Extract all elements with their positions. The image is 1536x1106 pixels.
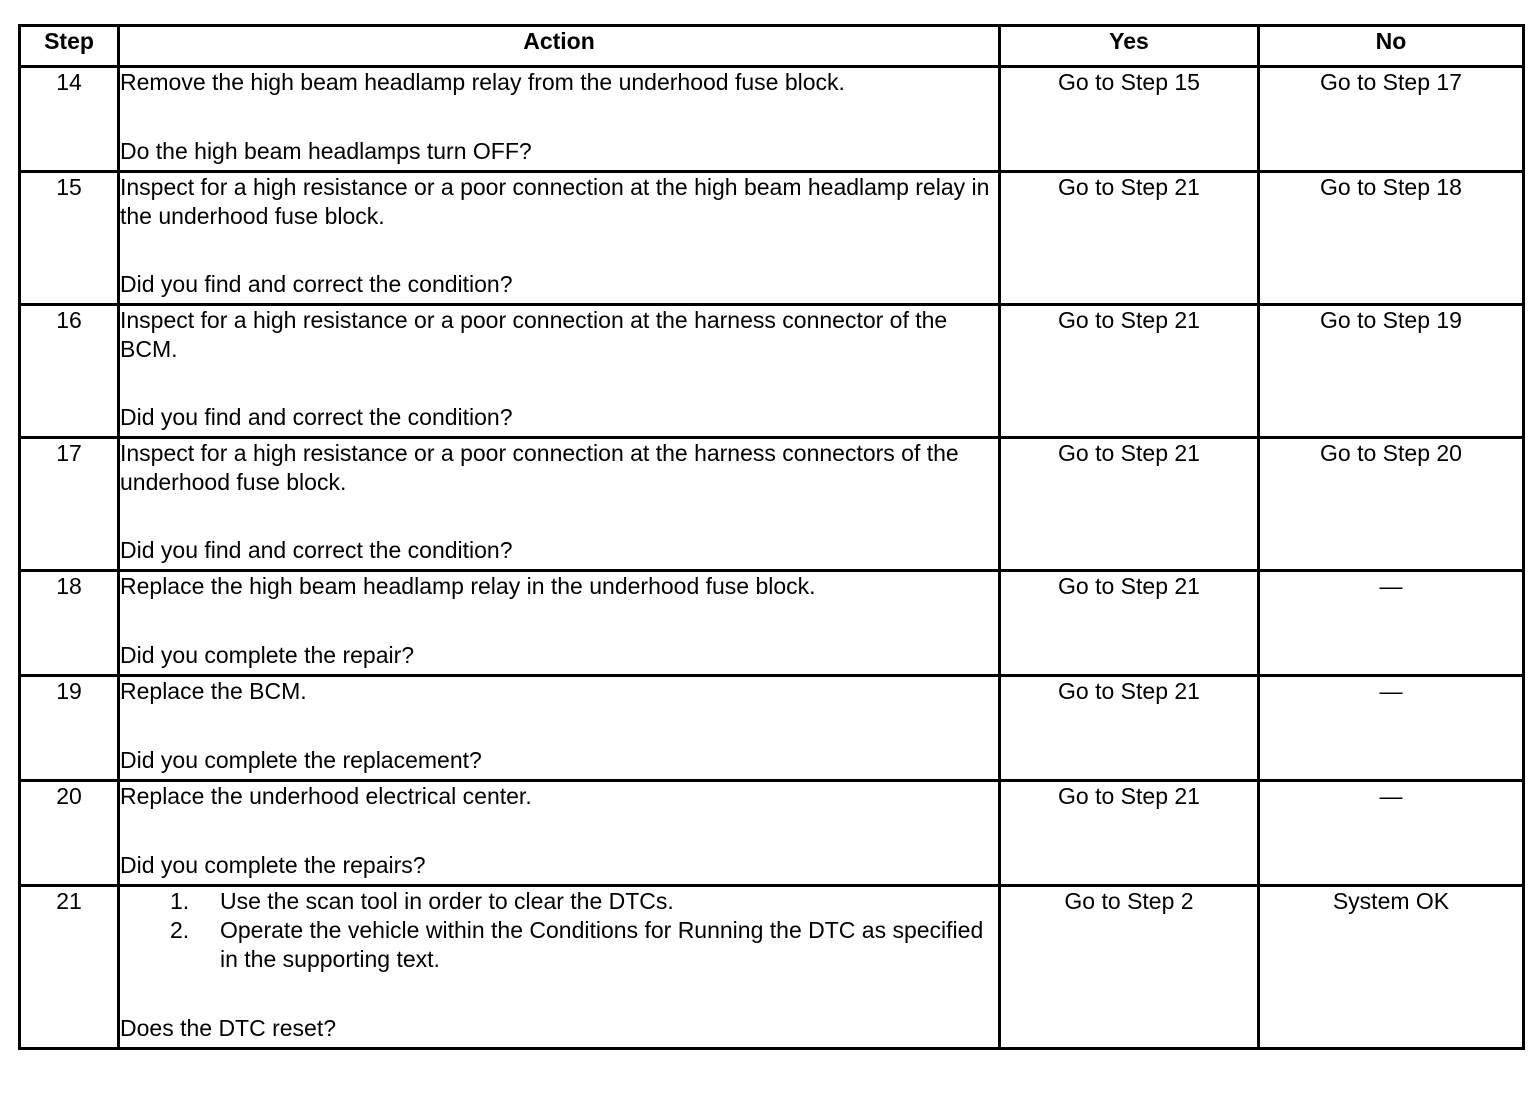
yes-result: Go to Step 21 xyxy=(1000,781,1259,886)
action-instruction: Inspect for a high resistance or a poor connection at the harness connector of the BCM. xyxy=(120,307,948,362)
table-row xyxy=(20,67,1524,172)
no-result: Go to Step 20 xyxy=(1259,438,1524,571)
action-instruction: Remove the high beam headlamp relay from the underhood fuse block. xyxy=(120,69,845,95)
action-cell xyxy=(119,571,1000,676)
yes-result: Go to Step 21 xyxy=(1000,305,1259,438)
table-row xyxy=(20,305,1524,438)
diagnostic-table xyxy=(18,24,1525,1050)
table-row xyxy=(20,781,1524,886)
header-step: Step xyxy=(20,26,119,67)
yes-result: Go to Step 15 xyxy=(1000,67,1259,172)
step-number: 14 xyxy=(20,67,119,172)
list-item-number: 1. xyxy=(170,888,190,914)
numbered-list xyxy=(120,887,998,974)
action-instruction: Replace the high beam headlamp relay in the underhood fuse block. xyxy=(120,573,816,599)
action-cell xyxy=(119,172,1000,305)
step-number: 16 xyxy=(20,305,119,438)
action-instruction: Replace the underhood electrical center. xyxy=(120,783,532,809)
action-cell xyxy=(119,676,1000,781)
no-result: System OK xyxy=(1259,886,1524,1049)
list-item-number: 2. xyxy=(170,917,190,943)
list-item-text: Use the scan tool in order to clear the DTCs. xyxy=(220,888,674,914)
yes-result: Go to Step 2 xyxy=(1000,886,1259,1049)
action-question: Did you find and correct the condition? xyxy=(120,537,513,563)
header-action: Action xyxy=(119,26,1000,67)
step-number: 21 xyxy=(20,886,119,1049)
action-question: Does the DTC reset? xyxy=(120,1015,337,1041)
step-number: 18 xyxy=(20,571,119,676)
no-result: — xyxy=(1259,676,1524,781)
step-number: 20 xyxy=(20,781,119,886)
action-question: Did you complete the repairs? xyxy=(120,852,426,878)
action-question: Did you complete the replacement? xyxy=(120,747,482,773)
action-question: Did you find and correct the condition? xyxy=(120,271,513,297)
header-yes: Yes xyxy=(1000,26,1259,67)
table-row xyxy=(20,172,1524,305)
step-number: 19 xyxy=(20,676,119,781)
no-result: Go to Step 19 xyxy=(1259,305,1524,438)
step-number: 17 xyxy=(20,438,119,571)
table-row xyxy=(20,438,1524,571)
no-result: Go to Step 18 xyxy=(1259,172,1524,305)
action-cell xyxy=(119,886,1000,1049)
action-cell xyxy=(119,67,1000,172)
header-no: No xyxy=(1259,26,1524,67)
table-row xyxy=(20,676,1524,781)
action-cell xyxy=(119,305,1000,438)
yes-result: Go to Step 21 xyxy=(1000,438,1259,571)
yes-result: Go to Step 21 xyxy=(1000,571,1259,676)
list-item xyxy=(170,887,998,916)
action-cell xyxy=(119,438,1000,571)
list-item xyxy=(170,916,998,974)
action-cell xyxy=(119,781,1000,886)
header-row xyxy=(20,26,1524,67)
table-row xyxy=(20,571,1524,676)
no-result: Go to Step 17 xyxy=(1259,67,1524,172)
yes-result: Go to Step 21 xyxy=(1000,676,1259,781)
action-question: Did you find and correct the condition? xyxy=(120,404,513,430)
step-number: 15 xyxy=(20,172,119,305)
action-instruction: Inspect for a high resistance or a poor connection at the harness connectors of the underhood fuse block. xyxy=(120,440,959,495)
no-result: — xyxy=(1259,781,1524,886)
list-item-text: Operate the vehicle within the Conditions for Running the DTC as specified in the supporting text. xyxy=(220,917,984,972)
yes-result: Go to Step 21 xyxy=(1000,172,1259,305)
action-question: Do the high beam headlamps turn OFF? xyxy=(120,138,532,164)
no-result: — xyxy=(1259,571,1524,676)
action-question: Did you complete the repair? xyxy=(120,642,415,668)
action-instruction: Inspect for a high resistance or a poor connection at the high beam headlamp relay in the underhood fuse block. xyxy=(120,174,990,229)
table-row xyxy=(20,886,1524,1049)
action-instruction: Replace the BCM. xyxy=(120,678,307,704)
